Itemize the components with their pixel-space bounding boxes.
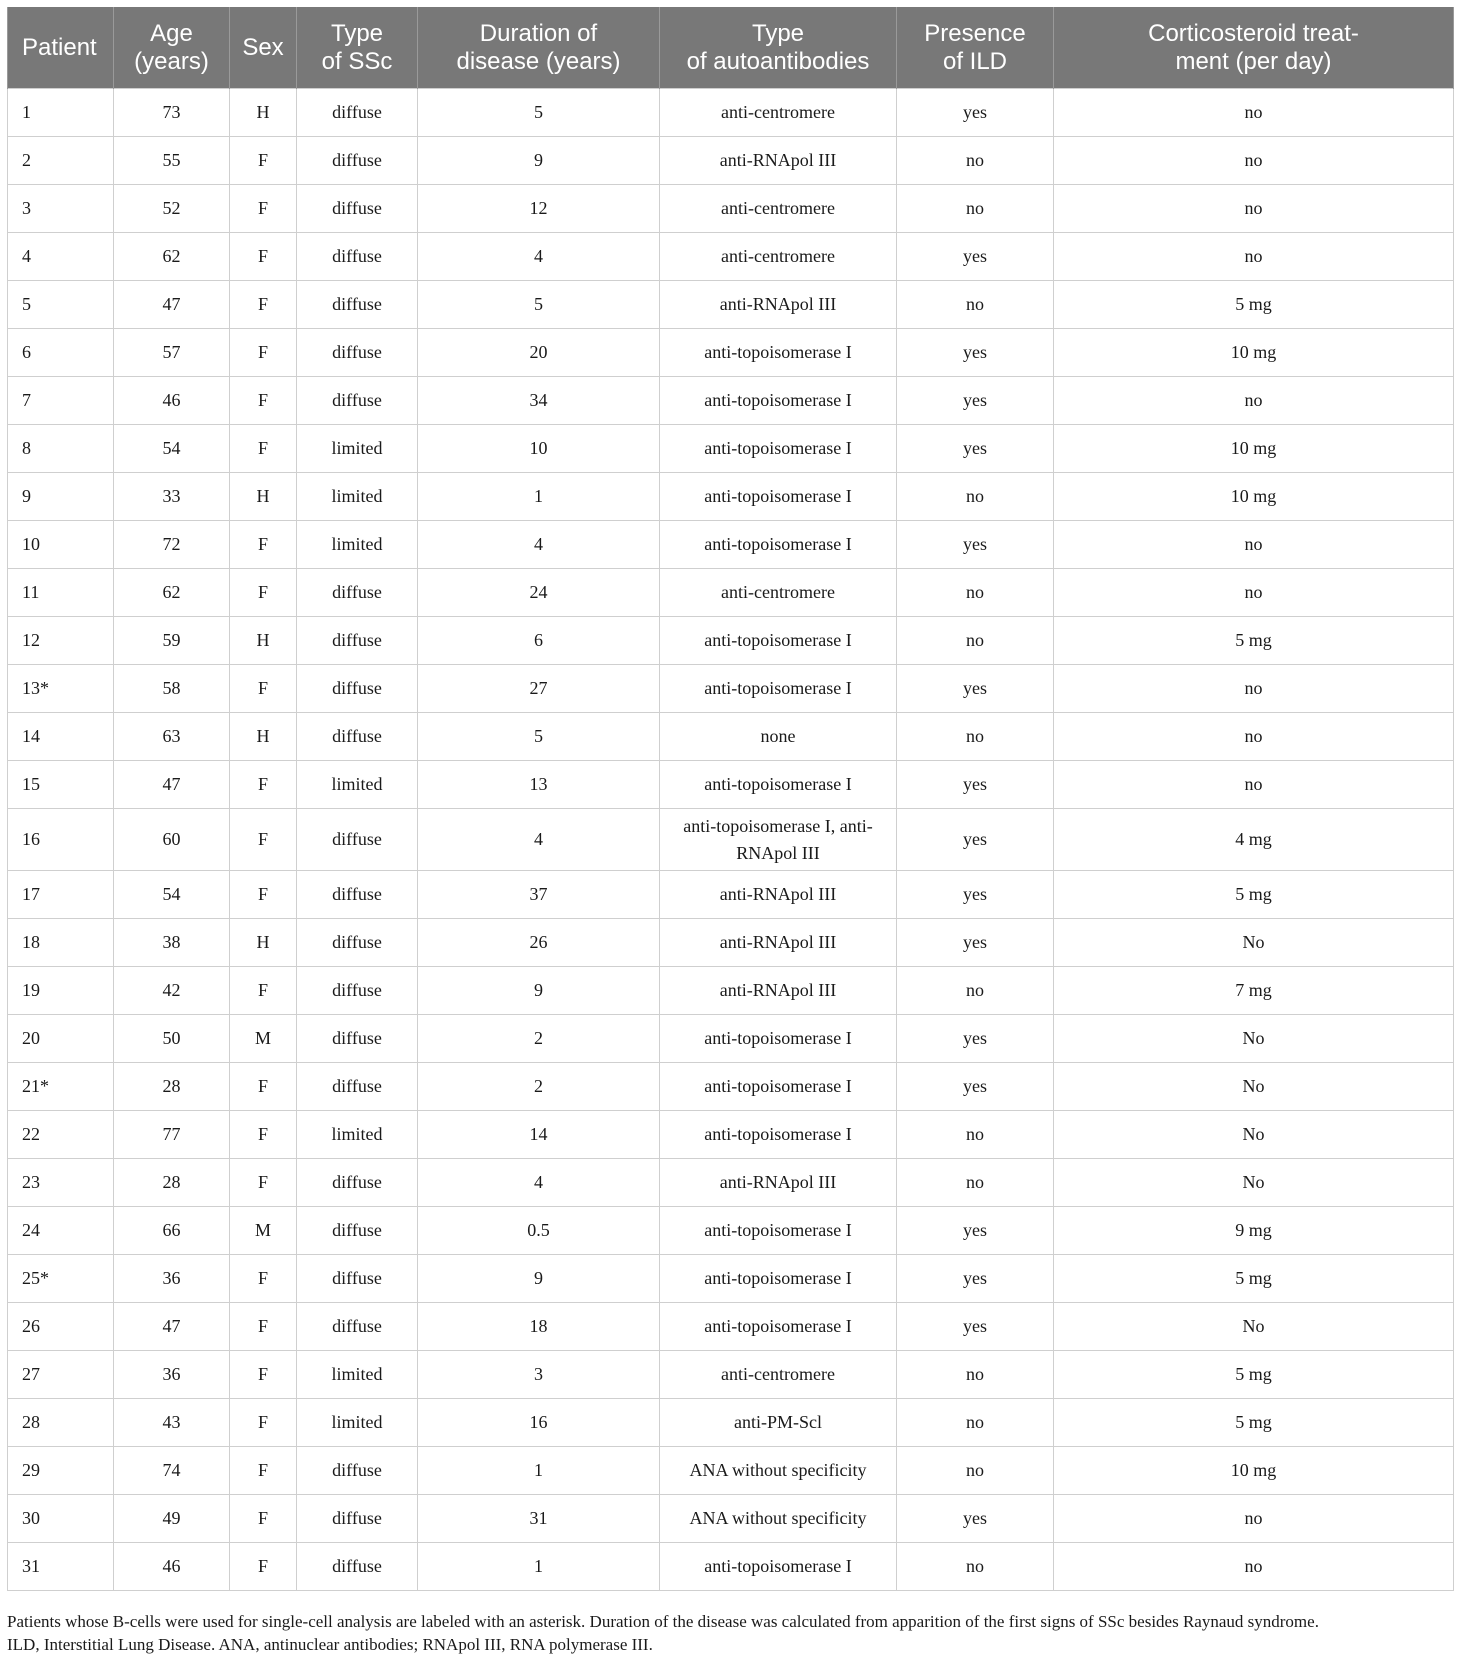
corticosteroid-cell: no (1054, 761, 1454, 809)
ild-cell: no (897, 1111, 1054, 1159)
sex-cell: F (230, 1303, 297, 1351)
col-header-autoantibodies: Type of autoantibodies (660, 7, 897, 89)
ssc-type-cell: limited (297, 425, 418, 473)
table-row (8, 1111, 1454, 1159)
age-cell: 38 (114, 919, 230, 967)
autoantibodies-cell: anti-topoisomerase I (660, 521, 897, 569)
age-cell: 50 (114, 1015, 230, 1063)
ssc-type-cell: diffuse (297, 377, 418, 425)
table-row (8, 1207, 1454, 1255)
ild-cell: yes (897, 809, 1054, 871)
autoantibodies-cell: anti-topoisomerase I (660, 1015, 897, 1063)
duration-cell: 6 (418, 617, 660, 665)
duration-cell: 37 (418, 871, 660, 919)
ssc-type-cell: diffuse (297, 713, 418, 761)
table-row (8, 1303, 1454, 1351)
duration-cell: 4 (418, 809, 660, 871)
ssc-type-cell: diffuse (297, 137, 418, 185)
ssc-type-cell: diffuse (297, 1543, 418, 1591)
table-row (8, 919, 1454, 967)
ssc-type-cell: limited (297, 1351, 418, 1399)
ssc-type-cell: diffuse (297, 1495, 418, 1543)
age-cell: 74 (114, 1447, 230, 1495)
patient-id-cell: 12 (8, 617, 114, 665)
col-header-age: Age (years) (114, 7, 230, 89)
sex-cell: F (230, 329, 297, 377)
duration-cell: 2 (418, 1015, 660, 1063)
corticosteroid-cell: 10 mg (1054, 329, 1454, 377)
corticosteroid-cell: no (1054, 233, 1454, 281)
autoantibodies-cell: anti-RNApol III (660, 871, 897, 919)
patient-id-cell: 21* (8, 1063, 114, 1111)
ssc-type-cell: limited (297, 1111, 418, 1159)
sex-cell: F (230, 377, 297, 425)
ssc-type-cell: diffuse (297, 617, 418, 665)
ild-cell: no (897, 713, 1054, 761)
ild-cell: yes (897, 1015, 1054, 1063)
sex-cell: F (230, 521, 297, 569)
age-cell: 60 (114, 809, 230, 871)
table-row (8, 377, 1454, 425)
autoantibodies-cell: anti-topoisomerase I (660, 761, 897, 809)
autoantibodies-cell: anti-centromere (660, 233, 897, 281)
duration-cell: 18 (418, 1303, 660, 1351)
sex-cell: F (230, 1159, 297, 1207)
corticosteroid-cell: 4 mg (1054, 809, 1454, 871)
corticosteroid-cell: 10 mg (1054, 425, 1454, 473)
duration-cell: 5 (418, 713, 660, 761)
sex-cell: F (230, 1351, 297, 1399)
duration-cell: 5 (418, 89, 660, 137)
ssc-type-cell: diffuse (297, 919, 418, 967)
age-cell: 47 (114, 1303, 230, 1351)
ssc-type-cell: diffuse (297, 1063, 418, 1111)
autoantibodies-cell: anti-RNApol III (660, 137, 897, 185)
age-cell: 62 (114, 233, 230, 281)
table-row (8, 713, 1454, 761)
col-header-duration: Duration of disease (years) (418, 7, 660, 89)
age-cell: 58 (114, 665, 230, 713)
duration-cell: 4 (418, 521, 660, 569)
corticosteroid-cell: no (1054, 665, 1454, 713)
ssc-type-cell: limited (297, 521, 418, 569)
sex-cell: M (230, 1207, 297, 1255)
ssc-type-cell: limited (297, 761, 418, 809)
patient-id-cell: 30 (8, 1495, 114, 1543)
autoantibodies-cell: anti-topoisomerase I (660, 425, 897, 473)
corticosteroid-cell: No (1054, 919, 1454, 967)
corticosteroid-cell: 5 mg (1054, 1351, 1454, 1399)
autoantibodies-cell: anti-topoisomerase I, anti-RNApol III (660, 809, 897, 871)
patient-id-cell: 16 (8, 809, 114, 871)
autoantibodies-cell: anti-topoisomerase I (660, 1255, 897, 1303)
duration-cell: 16 (418, 1399, 660, 1447)
age-cell: 36 (114, 1351, 230, 1399)
table-row (8, 761, 1454, 809)
patient-id-cell: 24 (8, 1207, 114, 1255)
ild-cell: no (897, 1447, 1054, 1495)
patient-id-cell: 13* (8, 665, 114, 713)
corticosteroid-cell: 7 mg (1054, 967, 1454, 1015)
age-cell: 47 (114, 281, 230, 329)
corticosteroid-cell: 5 mg (1054, 617, 1454, 665)
table-row (8, 137, 1454, 185)
duration-cell: 5 (418, 281, 660, 329)
corticosteroid-cell: 5 mg (1054, 1399, 1454, 1447)
patient-id-cell: 14 (8, 713, 114, 761)
patient-characteristics-table (7, 7, 1454, 1591)
table-row (8, 1495, 1454, 1543)
duration-cell: 12 (418, 185, 660, 233)
table-footnote (7, 1610, 1453, 1656)
patient-id-cell: 26 (8, 1303, 114, 1351)
duration-cell: 0.5 (418, 1207, 660, 1255)
table-row (8, 569, 1454, 617)
ild-cell: no (897, 1351, 1054, 1399)
ssc-type-cell: diffuse (297, 1159, 418, 1207)
ild-cell: yes (897, 89, 1054, 137)
autoantibodies-cell: anti-PM-Scl (660, 1399, 897, 1447)
table-row (8, 1399, 1454, 1447)
autoantibodies-cell: anti-RNApol III (660, 967, 897, 1015)
sex-cell: H (230, 919, 297, 967)
table-body (8, 89, 1454, 1591)
footnote-line-2: ILD, Interstitial Lung Disease. ANA, antinuclear antibodies; RNApol III, RNA polymerase III. (7, 1635, 653, 1654)
sex-cell: F (230, 1495, 297, 1543)
ild-cell: no (897, 137, 1054, 185)
corticosteroid-cell: 9 mg (1054, 1207, 1454, 1255)
sex-cell: F (230, 1063, 297, 1111)
ssc-type-cell: diffuse (297, 1303, 418, 1351)
patient-id-cell: 25* (8, 1255, 114, 1303)
patient-id-cell: 3 (8, 185, 114, 233)
ild-cell: no (897, 1543, 1054, 1591)
ild-cell: yes (897, 871, 1054, 919)
corticosteroid-cell: 5 mg (1054, 1255, 1454, 1303)
autoantibodies-cell: anti-centromere (660, 1351, 897, 1399)
ssc-type-cell: diffuse (297, 185, 418, 233)
sex-cell: F (230, 281, 297, 329)
corticosteroid-cell: No (1054, 1063, 1454, 1111)
ild-cell: yes (897, 233, 1054, 281)
corticosteroid-cell: 5 mg (1054, 871, 1454, 919)
ssc-type-cell: diffuse (297, 1207, 418, 1255)
age-cell: 72 (114, 521, 230, 569)
ssc-type-cell: diffuse (297, 329, 418, 377)
corticosteroid-cell: no (1054, 89, 1454, 137)
age-cell: 63 (114, 713, 230, 761)
sex-cell: F (230, 569, 297, 617)
ild-cell: yes (897, 425, 1054, 473)
corticosteroid-cell: no (1054, 713, 1454, 761)
patient-id-cell: 28 (8, 1399, 114, 1447)
sex-cell: F (230, 185, 297, 233)
age-cell: 46 (114, 1543, 230, 1591)
table-row (8, 1543, 1454, 1591)
autoantibodies-cell: anti-centromere (660, 569, 897, 617)
age-cell: 54 (114, 871, 230, 919)
duration-cell: 9 (418, 967, 660, 1015)
patient-id-cell: 7 (8, 377, 114, 425)
table-row (8, 1447, 1454, 1495)
ild-cell: yes (897, 919, 1054, 967)
duration-cell: 14 (418, 1111, 660, 1159)
duration-cell: 1 (418, 473, 660, 521)
ssc-type-cell: diffuse (297, 233, 418, 281)
autoantibodies-cell: anti-topoisomerase I (660, 473, 897, 521)
autoantibodies-cell: anti-topoisomerase I (660, 1063, 897, 1111)
corticosteroid-cell: 10 mg (1054, 1447, 1454, 1495)
table-row (8, 281, 1454, 329)
ild-cell: yes (897, 1255, 1054, 1303)
patient-id-cell: 8 (8, 425, 114, 473)
autoantibodies-cell: ANA without specificity (660, 1495, 897, 1543)
corticosteroid-cell: No (1054, 1111, 1454, 1159)
ssc-type-cell: diffuse (297, 1447, 418, 1495)
sex-cell: H (230, 713, 297, 761)
ild-cell: yes (897, 521, 1054, 569)
age-cell: 62 (114, 569, 230, 617)
table-row (8, 1159, 1454, 1207)
age-cell: 73 (114, 89, 230, 137)
ssc-type-cell: limited (297, 1399, 418, 1447)
ssc-type-cell: diffuse (297, 1255, 418, 1303)
sex-cell: F (230, 137, 297, 185)
table-row (8, 521, 1454, 569)
duration-cell: 9 (418, 1255, 660, 1303)
ssc-type-cell: diffuse (297, 1015, 418, 1063)
table-row (8, 617, 1454, 665)
sex-cell: F (230, 1543, 297, 1591)
duration-cell: 20 (418, 329, 660, 377)
table-row (8, 1015, 1454, 1063)
sex-cell: F (230, 1255, 297, 1303)
patient-id-cell: 10 (8, 521, 114, 569)
age-cell: 46 (114, 377, 230, 425)
age-cell: 33 (114, 473, 230, 521)
age-cell: 28 (114, 1063, 230, 1111)
duration-cell: 27 (418, 665, 660, 713)
col-header-corticosteroid: Corticosteroid treat- ment (per day) (1054, 7, 1454, 89)
ild-cell: no (897, 473, 1054, 521)
table-row (8, 89, 1454, 137)
table-row (8, 665, 1454, 713)
autoantibodies-cell: anti-RNApol III (660, 281, 897, 329)
duration-cell: 4 (418, 1159, 660, 1207)
autoantibodies-cell: anti-topoisomerase I (660, 1543, 897, 1591)
ild-cell: no (897, 185, 1054, 233)
age-cell: 66 (114, 1207, 230, 1255)
autoantibodies-cell: anti-topoisomerase I (660, 617, 897, 665)
age-cell: 77 (114, 1111, 230, 1159)
ssc-type-cell: diffuse (297, 871, 418, 919)
ild-cell: no (897, 617, 1054, 665)
ssc-type-cell: diffuse (297, 809, 418, 871)
sex-cell: F (230, 761, 297, 809)
sex-cell: F (230, 665, 297, 713)
patient-id-cell: 20 (8, 1015, 114, 1063)
age-cell: 42 (114, 967, 230, 1015)
duration-cell: 13 (418, 761, 660, 809)
ild-cell: yes (897, 1495, 1054, 1543)
sex-cell: F (230, 871, 297, 919)
ssc-type-cell: diffuse (297, 569, 418, 617)
corticosteroid-cell: no (1054, 185, 1454, 233)
ild-cell: yes (897, 665, 1054, 713)
table-row (8, 1351, 1454, 1399)
table-row (8, 425, 1454, 473)
ild-cell: no (897, 1159, 1054, 1207)
patient-id-cell: 1 (8, 89, 114, 137)
sex-cell: F (230, 233, 297, 281)
ild-cell: yes (897, 1303, 1054, 1351)
autoantibodies-cell: none (660, 713, 897, 761)
sex-cell: H (230, 617, 297, 665)
duration-cell: 34 (418, 377, 660, 425)
patient-id-cell: 5 (8, 281, 114, 329)
duration-cell: 24 (418, 569, 660, 617)
patient-id-cell: 17 (8, 871, 114, 919)
ssc-type-cell: diffuse (297, 665, 418, 713)
ild-cell: no (897, 1399, 1054, 1447)
sex-cell: F (230, 1447, 297, 1495)
corticosteroid-cell: 10 mg (1054, 473, 1454, 521)
sex-cell: F (230, 1399, 297, 1447)
autoantibodies-cell: anti-topoisomerase I (660, 377, 897, 425)
age-cell: 43 (114, 1399, 230, 1447)
duration-cell: 1 (418, 1543, 660, 1591)
table-row (8, 185, 1454, 233)
corticosteroid-cell: no (1054, 137, 1454, 185)
corticosteroid-cell: No (1054, 1015, 1454, 1063)
corticosteroid-cell: No (1054, 1303, 1454, 1351)
autoantibodies-cell: ANA without specificity (660, 1447, 897, 1495)
table-row (8, 1063, 1454, 1111)
ild-cell: yes (897, 1207, 1054, 1255)
patient-id-cell: 27 (8, 1351, 114, 1399)
sex-cell: F (230, 967, 297, 1015)
duration-cell: 26 (418, 919, 660, 967)
corticosteroid-cell: no (1054, 521, 1454, 569)
patient-id-cell: 6 (8, 329, 114, 377)
age-cell: 55 (114, 137, 230, 185)
corticosteroid-cell: no (1054, 1495, 1454, 1543)
ild-cell: no (897, 967, 1054, 1015)
autoantibodies-cell: anti-topoisomerase I (660, 1207, 897, 1255)
table-row (8, 329, 1454, 377)
sex-cell: H (230, 89, 297, 137)
duration-cell: 3 (418, 1351, 660, 1399)
duration-cell: 10 (418, 425, 660, 473)
autoantibodies-cell: anti-topoisomerase I (660, 665, 897, 713)
ssc-type-cell: diffuse (297, 967, 418, 1015)
table-row (8, 233, 1454, 281)
ssc-type-cell: limited (297, 473, 418, 521)
col-header-ild: Presence of ILD (897, 7, 1054, 89)
autoantibodies-cell: anti-RNApol III (660, 1159, 897, 1207)
autoantibodies-cell: anti-topoisomerase I (660, 1303, 897, 1351)
ild-cell: yes (897, 1063, 1054, 1111)
corticosteroid-cell: no (1054, 1543, 1454, 1591)
ild-cell: no (897, 569, 1054, 617)
autoantibodies-cell: anti-centromere (660, 185, 897, 233)
patient-id-cell: 29 (8, 1447, 114, 1495)
patient-id-cell: 15 (8, 761, 114, 809)
age-cell: 36 (114, 1255, 230, 1303)
patient-id-cell: 4 (8, 233, 114, 281)
patient-id-cell: 22 (8, 1111, 114, 1159)
autoantibodies-cell: anti-RNApol III (660, 919, 897, 967)
corticosteroid-cell: No (1054, 1159, 1454, 1207)
duration-cell: 1 (418, 1447, 660, 1495)
corticosteroid-cell: no (1054, 377, 1454, 425)
duration-cell: 2 (418, 1063, 660, 1111)
patient-id-cell: 9 (8, 473, 114, 521)
col-header-sex: Sex (230, 7, 297, 89)
autoantibodies-cell: anti-centromere (660, 89, 897, 137)
ssc-type-cell: diffuse (297, 281, 418, 329)
patient-id-cell: 31 (8, 1543, 114, 1591)
table-row (8, 473, 1454, 521)
age-cell: 49 (114, 1495, 230, 1543)
ild-cell: yes (897, 377, 1054, 425)
age-cell: 59 (114, 617, 230, 665)
col-header-ssc-type: Type of SSc (297, 7, 418, 89)
autoantibodies-cell: anti-topoisomerase I (660, 1111, 897, 1159)
ild-cell: no (897, 281, 1054, 329)
table-row (8, 809, 1454, 871)
footnote-line-1: Patients whose B-cells were used for single-cell analysis are labeled with an asterisk. Duration of the disease was calculated from apparition of the first signs of SSc besides Raynaud syndrome. (7, 1612, 1319, 1631)
sex-cell: H (230, 473, 297, 521)
table-row (8, 967, 1454, 1015)
age-cell: 28 (114, 1159, 230, 1207)
header-row (8, 7, 1454, 89)
ssc-type-cell: diffuse (297, 89, 418, 137)
patient-table-container (7, 7, 1453, 1591)
table-row (8, 1255, 1454, 1303)
duration-cell: 9 (418, 137, 660, 185)
col-header-patient: Patient (8, 7, 114, 89)
corticosteroid-cell: 5 mg (1054, 281, 1454, 329)
ild-cell: yes (897, 761, 1054, 809)
patient-id-cell: 2 (8, 137, 114, 185)
age-cell: 47 (114, 761, 230, 809)
sex-cell: F (230, 1111, 297, 1159)
sex-cell: M (230, 1015, 297, 1063)
duration-cell: 31 (418, 1495, 660, 1543)
patient-id-cell: 19 (8, 967, 114, 1015)
autoantibodies-cell: anti-topoisomerase I (660, 329, 897, 377)
corticosteroid-cell: no (1054, 569, 1454, 617)
table-row (8, 871, 1454, 919)
age-cell: 57 (114, 329, 230, 377)
patient-id-cell: 11 (8, 569, 114, 617)
patient-id-cell: 18 (8, 919, 114, 967)
age-cell: 54 (114, 425, 230, 473)
duration-cell: 4 (418, 233, 660, 281)
age-cell: 52 (114, 185, 230, 233)
sex-cell: F (230, 425, 297, 473)
patient-id-cell: 23 (8, 1159, 114, 1207)
table-header (8, 7, 1454, 89)
sex-cell: F (230, 809, 297, 871)
ild-cell: yes (897, 329, 1054, 377)
